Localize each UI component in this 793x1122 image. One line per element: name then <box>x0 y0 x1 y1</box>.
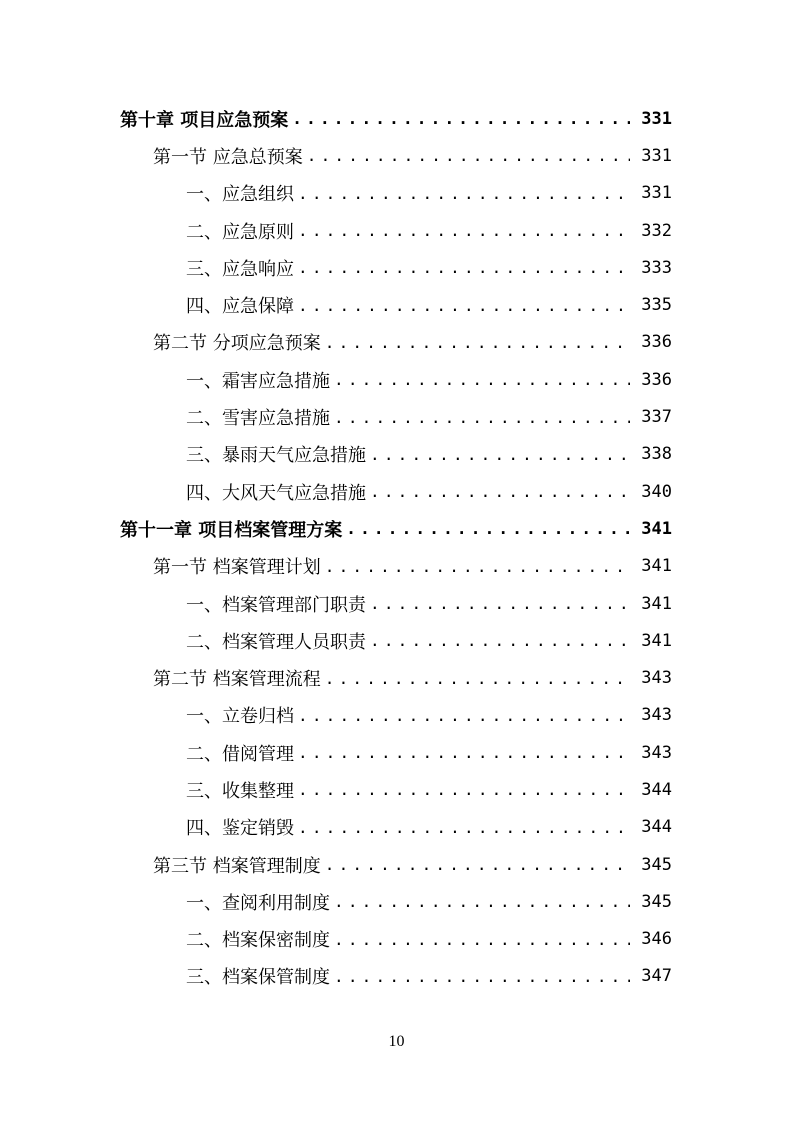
toc-entry-page: 346 <box>641 929 672 950</box>
toc-entry-page: 336 <box>641 332 672 353</box>
toc-entry[interactable] <box>0 846 793 883</box>
toc-entry-label: 三、暴雨天气应急措施 <box>186 445 366 467</box>
toc-entry-page: 341 <box>641 518 672 539</box>
toc-entry-page: 343 <box>641 742 672 763</box>
toc-entry[interactable] <box>0 436 793 473</box>
toc-entry-label: 二、档案保密制度 <box>186 930 330 952</box>
dot-leader <box>298 743 630 762</box>
toc-entry-page: 331 <box>641 108 672 129</box>
dot-leader <box>346 519 630 538</box>
toc-entry-page: 340 <box>641 481 672 502</box>
toc-entry[interactable] <box>0 585 793 622</box>
toc-entry-label: 第二节 档案管理流程 <box>153 669 321 691</box>
toc-entry-label: 一、应急组织 <box>186 184 294 206</box>
toc-entry[interactable] <box>0 659 793 696</box>
dot-leader <box>370 482 630 501</box>
toc-entry-label: 三、应急响应 <box>186 258 294 280</box>
toc-entry[interactable] <box>0 249 793 286</box>
toc-entry[interactable] <box>0 809 793 846</box>
toc-entry-page: 337 <box>641 407 672 428</box>
dot-leader <box>298 258 630 277</box>
dot-leader <box>298 780 630 799</box>
table-of-contents <box>0 100 793 995</box>
toc-entry-page: 343 <box>641 668 672 689</box>
toc-entry-label: 四、大风天气应急措施 <box>186 482 366 504</box>
page-number: 10 <box>388 1033 405 1050</box>
toc-entry[interactable] <box>0 100 793 137</box>
dot-leader <box>307 146 630 165</box>
toc-entry[interactable] <box>0 361 793 398</box>
toc-entry-page: 331 <box>641 145 672 166</box>
dot-leader <box>325 669 630 688</box>
toc-entry-label: 第二节 分项应急预案 <box>153 333 321 355</box>
dot-leader <box>298 706 630 725</box>
toc-entry-page: 344 <box>641 817 672 838</box>
toc-entry-page: 338 <box>641 444 672 465</box>
toc-entry-label: 第一节 应急总预案 <box>153 146 303 168</box>
toc-entry-label: 三、收集整理 <box>186 780 294 802</box>
toc-entry-label: 第三节 档案管理制度 <box>153 855 321 877</box>
toc-entry[interactable] <box>0 958 793 995</box>
dot-leader <box>325 557 630 576</box>
toc-entry[interactable] <box>0 921 793 958</box>
toc-entry[interactable] <box>0 286 793 323</box>
toc-entry-page: 343 <box>641 705 672 726</box>
dot-leader <box>298 296 630 315</box>
toc-entry[interactable] <box>0 324 793 361</box>
dot-leader <box>298 184 630 203</box>
dot-leader <box>334 930 630 949</box>
toc-entry[interactable] <box>0 622 793 659</box>
dot-leader <box>334 892 630 911</box>
dot-leader <box>325 855 630 874</box>
toc-entry-page: 335 <box>641 295 672 316</box>
toc-entry[interactable] <box>0 212 793 249</box>
dot-leader <box>370 631 630 650</box>
dot-leader <box>334 370 630 389</box>
toc-entry-label: 一、霜害应急措施 <box>186 370 330 392</box>
toc-entry-label: 二、雪害应急措施 <box>186 408 330 430</box>
dot-leader <box>298 221 630 240</box>
toc-entry-label: 二、应急原则 <box>186 221 294 243</box>
toc-entry-page: 341 <box>641 556 672 577</box>
toc-entry-label: 第十章 项目应急预案 <box>120 109 289 131</box>
dot-leader <box>370 594 630 613</box>
dot-leader <box>334 967 630 986</box>
dot-leader <box>370 445 630 464</box>
toc-entry-label: 第一节 档案管理计划 <box>153 557 321 579</box>
toc-entry-page: 344 <box>641 779 672 800</box>
dot-leader <box>292 109 630 128</box>
toc-entry-label: 三、档案保管制度 <box>186 967 330 989</box>
toc-entry[interactable] <box>0 548 793 585</box>
toc-entry-page: 341 <box>641 593 672 614</box>
toc-entry-label: 二、档案管理人员职责 <box>186 631 366 653</box>
toc-entry-page: 336 <box>641 369 672 390</box>
toc-entry[interactable] <box>0 734 793 771</box>
toc-entry-label: 一、立卷归档 <box>186 706 294 728</box>
toc-entry-label: 一、查阅利用制度 <box>186 892 330 914</box>
dot-leader <box>334 408 630 427</box>
toc-entry[interactable] <box>0 473 793 510</box>
toc-entry-page: 332 <box>641 220 672 241</box>
dot-leader <box>325 333 630 352</box>
toc-entry-page: 333 <box>641 257 672 278</box>
toc-entry-label: 一、档案管理部门职责 <box>186 594 366 616</box>
toc-entry-label: 四、鉴定销毁 <box>186 818 294 840</box>
toc-entry-label: 四、应急保障 <box>186 296 294 318</box>
toc-entry-label: 二、借阅管理 <box>186 743 294 765</box>
toc-entry[interactable] <box>0 398 793 435</box>
toc-entry-page: 347 <box>641 966 672 987</box>
toc-entry[interactable] <box>0 697 793 734</box>
toc-entry[interactable] <box>0 175 793 212</box>
toc-entry-label: 第十一章 项目档案管理方案 <box>120 519 343 541</box>
toc-entry[interactable] <box>0 883 793 920</box>
toc-entry-page: 341 <box>641 630 672 651</box>
toc-entry[interactable] <box>0 771 793 808</box>
toc-entry[interactable] <box>0 137 793 174</box>
dot-leader <box>298 818 630 837</box>
toc-entry-page: 345 <box>641 891 672 912</box>
toc-entry-page: 345 <box>641 854 672 875</box>
toc-entry[interactable] <box>0 510 793 547</box>
toc-entry-page: 331 <box>641 183 672 204</box>
